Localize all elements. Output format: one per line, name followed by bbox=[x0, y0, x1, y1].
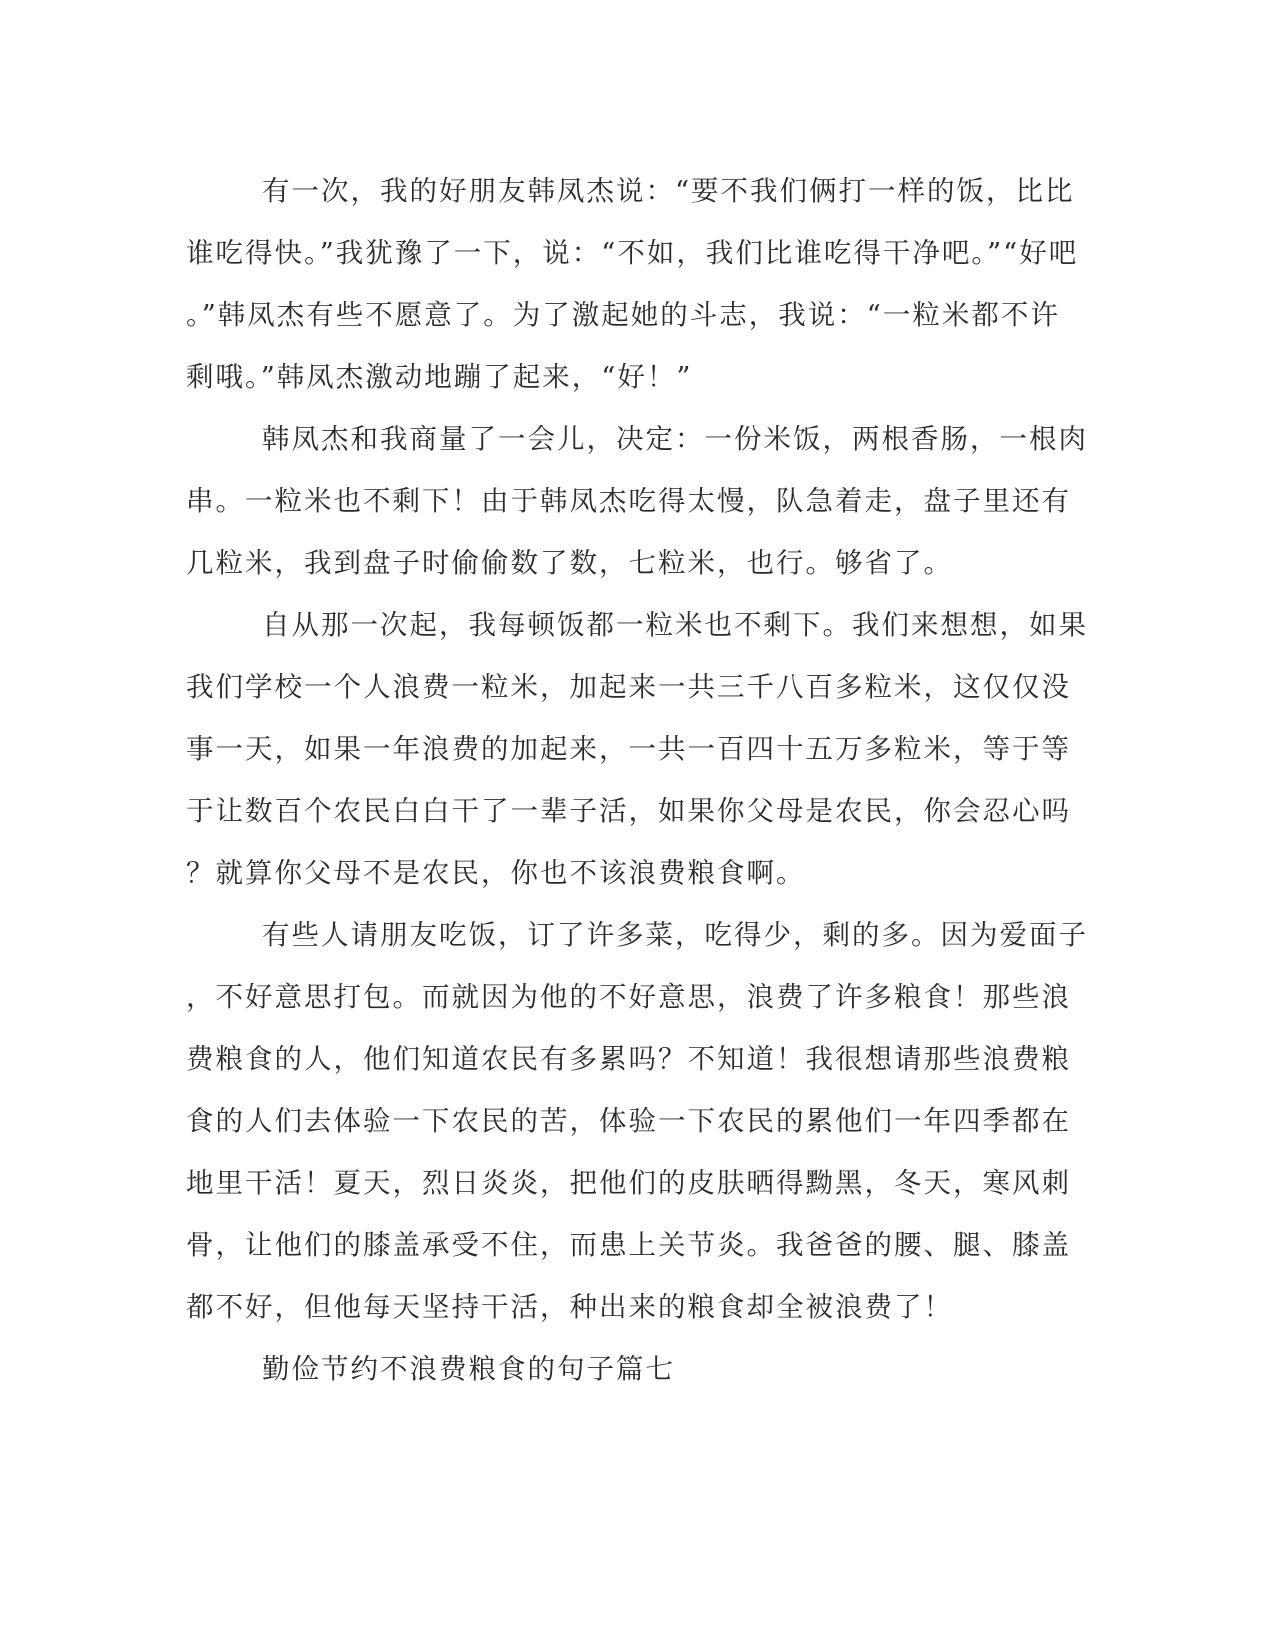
section-title: 勤俭节约不浪费粮食的句子篇七 bbox=[262, 1353, 675, 1385]
text-line: 自从那一次起，我每顿饭都一粒米也不剩下。我们来想想，如果 bbox=[262, 609, 1088, 641]
paragraph-first-meal-challenge bbox=[186, 160, 1079, 408]
text-line: 。”韩凤杰有些不愿意了。为了激起她的斗志，我说：“一粒米都不许 bbox=[186, 299, 1060, 331]
text-line: 有些人请朋友吃饭，订了许多菜，吃得少，剩的多。因为爱面子 bbox=[262, 919, 1088, 951]
text-line: 我们学校一个人浪费一粒米，加起来一共三千八百多粒米，这仅仅没 bbox=[186, 671, 1071, 703]
paragraph-restaurant-waste bbox=[186, 904, 1088, 1338]
text-line: 地里干活！夏天，烈日炎炎，把他们的皮肤晒得黝黑，冬天，寒风刺 bbox=[186, 1167, 1071, 1199]
text-line: 事一天，如果一年浪费的加起来，一共一百四十五万多粒米，等于等 bbox=[186, 733, 1071, 765]
paragraph-school-waste bbox=[186, 594, 1088, 904]
text-line: ，不好意思打包。而就因为他的不好意思，浪费了许多粮食！那些浪 bbox=[186, 981, 1071, 1013]
text-line: 食的人们去体验一下农民的苦，体验一下农民的累他们一年四季都在 bbox=[186, 1105, 1071, 1137]
text-line: 几粒米，我到盘子时偷偷数了数，七粒米，也行。够省了。 bbox=[186, 547, 953, 579]
text-line: 骨，让他们的膝盖承受不住，而患上关节炎。我爸爸的腰、腿、膝盖 bbox=[186, 1229, 1071, 1261]
text-line: 串。一粒米也不剩下！由于韩凤杰吃得太慢，队急着走，盘子里还有 bbox=[186, 485, 1071, 517]
section-heading bbox=[186, 1338, 1061, 1400]
text-line: 有一次，我的好朋友韩凤杰说：“要不我们俩打一样的饭，比比 bbox=[262, 175, 1075, 207]
document-body bbox=[186, 160, 1088, 1400]
text-line: 韩凤杰和我商量了一会儿，决定：一份米饭，两根香肠，一根肉 bbox=[262, 423, 1088, 455]
text-line: 费粮食的人，他们知道农民有多累吗？不知道！我很想请那些浪费粮 bbox=[186, 1043, 1071, 1075]
text-line: 剩哦。”韩凤杰激动地蹦了起来，“好！” bbox=[186, 361, 693, 393]
text-line: 于让数百个农民白白干了一辈子活，如果你父母是农民，你会忍心吗 bbox=[186, 795, 1071, 827]
paragraph-meal-plan bbox=[186, 408, 1088, 594]
text-line: 都不好，但他每天坚持干活，种出来的粮食却全被浪费了！ bbox=[186, 1291, 953, 1323]
text-line: 谁吃得快。”我犹豫了一下，说：“不如，我们比谁吃得干净吧。”“好吧 bbox=[186, 237, 1079, 269]
text-line: ？就算你父母不是农民，你也不该浪费粮食啊。 bbox=[186, 857, 806, 889]
